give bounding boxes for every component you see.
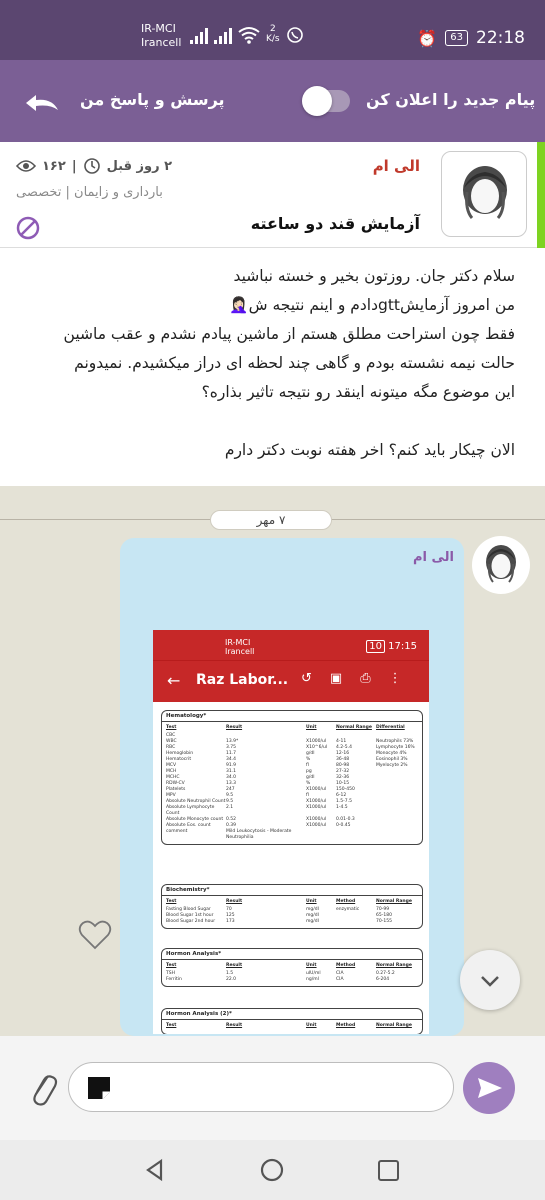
lab-cell (336, 919, 376, 925)
lab-row (166, 805, 418, 817)
date-pill: ۷ مهر (210, 510, 332, 530)
signal-icons (190, 24, 304, 44)
lab-cell: Myelocyte 2% (376, 763, 408, 768)
lab-header: Unit (306, 963, 317, 968)
lab-cell: X1000/ul (306, 799, 327, 804)
lab-cell: comment (166, 829, 188, 834)
lab-cell: 0.39 (226, 823, 237, 828)
image-battery: 10 (366, 640, 385, 653)
image-status-bar (153, 630, 429, 660)
image-save-icon: ▣ (329, 671, 343, 686)
question-category: بارداری و زایمان | تخصصی (16, 185, 163, 200)
lab-cell: 125 (226, 913, 235, 918)
lab-cell: X1000/ul (306, 805, 327, 810)
lab-cell: X1000/ul (306, 817, 327, 822)
lab-cell: 13.3 (226, 781, 237, 786)
nav-back-icon[interactable] (143, 1158, 167, 1182)
lab-cell (336, 829, 376, 841)
time-ago: ۲ روز قبل (106, 158, 173, 174)
lab-cell: X1000/ul (306, 787, 327, 792)
lab-cell: 27-32 (336, 769, 350, 774)
image-title: Raz Labor... (196, 672, 289, 688)
battery-icon: 63 (445, 30, 468, 46)
lab-rows (166, 733, 418, 841)
lab-cell: 34.0 (226, 775, 237, 780)
lab-cell: MCH (166, 769, 177, 774)
lab-cell: 150-450 (336, 787, 355, 792)
question-title: آزمایش قند دو ساعته (250, 214, 420, 233)
lab-header: Normal Range (336, 725, 372, 730)
image-status-right (366, 641, 417, 652)
lab-header-row (166, 899, 418, 904)
lab-cell: Lymphocyte 16% (376, 745, 415, 750)
network-speed (266, 24, 280, 44)
status-stripe (537, 142, 545, 248)
lab-cell: 13.9* (226, 739, 239, 744)
lab-cell: 4-11 (336, 739, 347, 744)
lab-cell: 11.7 (226, 751, 237, 756)
lab-header: Method (336, 963, 356, 968)
app-bar (0, 60, 545, 142)
lab-cell: MCHC (166, 775, 180, 780)
lab-header-row (166, 1023, 418, 1028)
lab-section-title: Hormon Analysis (2)* (162, 1009, 422, 1020)
lab-header-row (166, 725, 418, 730)
lab-cell: 173 (226, 919, 235, 924)
chevron-down-icon (460, 950, 520, 1010)
lab-section-hematology (161, 710, 423, 845)
image-more-icon: ⋮ (388, 671, 402, 686)
lab-header: Unit (306, 725, 317, 730)
message-input-bar (0, 1036, 545, 1140)
lab-header-row (166, 963, 418, 968)
image-carrier-top: IR-MCI (225, 638, 251, 647)
lab-cell: Absolute Neutrophil Count (166, 799, 226, 804)
lab-cell: 9.5 (226, 799, 234, 804)
lab-header: Test (166, 963, 177, 968)
page-title: پرسش و پاسخ من (80, 90, 225, 109)
lab-cell: 0-0.45 (336, 823, 351, 828)
lab-rows (166, 971, 418, 983)
lab-cell: 36-48 (336, 757, 350, 762)
question-meta (16, 157, 172, 175)
lab-cell: X10^6/ul (306, 745, 328, 750)
author-avatar[interactable] (441, 151, 527, 237)
lab-cell: 1.5-7.5 (336, 799, 352, 804)
lab-section-biochemistry (161, 884, 423, 929)
view-count: ۱۶۲ (42, 158, 66, 174)
lab-cell: mg/dl (306, 919, 319, 924)
lab-cell: CBC (166, 733, 176, 738)
lab-cell: fl (306, 763, 309, 768)
lab-cell: ng/ml (306, 977, 319, 982)
lab-header: Method (336, 899, 356, 904)
lab-cell: Fasting Blood Sugar (166, 907, 211, 912)
lab-cell: 9.5 (226, 793, 234, 798)
lab-cell: WBC (166, 739, 177, 744)
attached-image[interactable] (153, 630, 429, 1034)
nav-home-icon[interactable] (260, 1158, 284, 1182)
body-line: فقط چون استراحت مطلق هستم از ماشین پیادم نشدم و عقب ماشین (63, 325, 515, 343)
lab-cell: 6-12 (336, 793, 347, 798)
lab-header: Normal Range (376, 963, 412, 968)
lab-cell: pg (306, 769, 312, 774)
image-time: 17:15 (388, 641, 417, 652)
speed-value: 2 (269, 24, 276, 34)
lab-cell: 2.1 (226, 805, 234, 810)
lab-header: Normal Range (376, 1023, 412, 1028)
lab-cell: % (306, 781, 311, 786)
message-author: الی ام (413, 550, 454, 565)
image-app-bar (153, 660, 429, 702)
attach-icon[interactable] (28, 1068, 58, 1108)
status-bar (0, 0, 545, 60)
carrier-bottom: Irancell (141, 36, 182, 49)
lab-cell: g/dl (306, 775, 315, 780)
lab-cell: 10-15 (336, 781, 350, 786)
lab-section-hormone-2 (161, 1008, 423, 1034)
lab-cell: Blood Sugar 1st hour (166, 913, 214, 918)
lab-cell: Absolute Monocyte count (166, 817, 224, 822)
image-carrier-bottom: Irancell (225, 647, 255, 656)
lab-section-title: Biochemistry* (162, 885, 422, 896)
meta-separator: | (71, 158, 77, 174)
speed-unit: K/s (266, 34, 280, 44)
image-toolbar (301, 671, 402, 686)
clock-icon (83, 157, 101, 175)
lab-cell: uIU/ml (306, 971, 321, 976)
lab-cell: MCV (166, 763, 177, 768)
lab-cell: 12-16 (336, 751, 350, 756)
lab-header: Test (166, 725, 177, 730)
back-arrow-icon[interactable] (24, 92, 60, 114)
lab-cell: Ferritin (166, 977, 182, 982)
lab-cell: 3.75 (226, 745, 237, 750)
body-spacer (20, 407, 515, 436)
lab-cell: mg/dl (306, 913, 319, 918)
signal-icon (190, 26, 208, 44)
lab-header: Result (226, 899, 243, 904)
lab-header: Test (166, 899, 177, 904)
lab-cell: 1.5 (226, 971, 234, 976)
lab-cell: g/dl (306, 751, 315, 756)
message-input[interactable] (68, 1062, 454, 1112)
lab-cell: Monocyte 4% (376, 751, 407, 756)
heart-icon[interactable] (78, 920, 112, 950)
clock: 22:18 (476, 28, 525, 48)
message-bubble[interactable] (120, 538, 464, 1036)
nav-recents-icon[interactable] (378, 1160, 399, 1181)
body-line: حالت نیمه نشسته بودم و گاهی چند لحظه ای دراز میکشیدم. نمیدونم (74, 354, 515, 372)
lab-cell (306, 829, 336, 841)
lab-cell: 1-4.5 (336, 805, 348, 810)
lab-cell: Neutrophils 73% (376, 739, 414, 744)
lab-cell: CIA (336, 971, 344, 976)
lab-cell: 91.9 (226, 763, 237, 768)
lab-cell: TSH (166, 971, 175, 976)
lab-cell: 4.2-5.4 (336, 745, 352, 750)
lab-cell: RBC (166, 745, 176, 750)
lab-cell (376, 829, 416, 841)
lab-cell: 70 (226, 907, 232, 912)
lab-section-hormone (161, 948, 423, 987)
lab-header: Unit (306, 1023, 317, 1028)
lab-cell: 31.1 (226, 769, 237, 774)
whatsapp-icon (286, 26, 304, 44)
lab-cell: 0.27-5.2 (376, 971, 395, 976)
body-line: من امروز آزمایشgttدادم و اینم نتیجه ش🤦🏻‍♀️ (229, 296, 515, 314)
notify-label: پیام جدید را اعلان کن (366, 90, 536, 109)
lab-cell: 70-99 (376, 907, 390, 912)
system-nav-bar (0, 1140, 545, 1200)
woman-avatar-icon (442, 152, 527, 237)
lab-cell: 32-36 (336, 775, 350, 780)
status-right (417, 28, 525, 48)
lab-section-title: Hormon Analysis* (162, 949, 422, 960)
lab-cell: 70-155 (376, 919, 392, 924)
notify-toggle[interactable] (302, 90, 350, 112)
toggle-knob (302, 86, 332, 116)
scroll-down-button[interactable] (460, 950, 520, 1010)
lab-header: Result (226, 1023, 243, 1028)
report-ban-icon[interactable] (16, 216, 40, 240)
lab-header: Result (226, 725, 243, 730)
image-back-icon: ← (167, 671, 181, 690)
lab-cell: 247 (226, 787, 235, 792)
carrier-label (141, 22, 181, 50)
lab-header: Result (226, 963, 243, 968)
lab-cell: Absolute Lymphocyte Count (166, 805, 215, 816)
lab-cell: Absolute Eos. count (166, 823, 211, 828)
lab-row (166, 829, 418, 841)
image-undo-icon: ↺ (301, 671, 312, 686)
lab-header: Test (166, 1023, 177, 1028)
lab-cell: MPV (166, 793, 176, 798)
lab-cell: Platelets (166, 787, 186, 792)
lab-row (166, 977, 418, 983)
lab-cell: 80-98 (336, 763, 350, 768)
lab-cell: X1000/ul (306, 739, 327, 744)
lab-cell: Hemoglobin (166, 751, 194, 756)
lab-cell: mg/dl (306, 907, 319, 912)
image-carrier (225, 638, 254, 656)
lab-cell: Mild Leukocytosis - Moderate Neutrophilia (226, 829, 292, 840)
lab-cell: 34.4 (226, 757, 237, 762)
author-name[interactable]: الی ام (372, 157, 420, 175)
lab-cell: RDW-CV (166, 781, 185, 786)
send-icon (463, 1062, 515, 1114)
lab-cell: Hematocrit (166, 757, 192, 762)
lab-header: Method (336, 1023, 356, 1028)
lab-cell: Blood Sugar 2nd hour (166, 919, 216, 924)
lab-cell: % (306, 757, 311, 762)
sticker-icon[interactable] (85, 1074, 113, 1102)
lab-row (166, 919, 418, 925)
message-author-avatar[interactable] (472, 536, 530, 594)
send-button[interactable] (463, 1062, 515, 1114)
body-line: الان چیکار باید کنم؟ اخر هفته نوبت دکتر دارم (224, 441, 515, 459)
body-line: سلام دکتر جان. روزتون بخیر و خسته نباشید (233, 267, 515, 285)
wifi-icon (238, 26, 260, 44)
lab-cell (376, 805, 416, 817)
lab-cell: X1000/ul (306, 823, 327, 828)
lab-cell: 0.01-0.3 (336, 817, 355, 822)
image-print-icon: ⎙ (360, 671, 371, 686)
body-line: این موضوع مگه میتونه اینقد رو نتیجه تاثیر بذاره؟ (201, 383, 515, 401)
lab-header: Normal Range (376, 899, 412, 904)
lab-cell: 6-204 (376, 977, 390, 982)
lab-header: Differential (376, 725, 405, 730)
lab-cell: Eosinophil 3% (376, 757, 408, 762)
lab-rows (166, 907, 418, 925)
lab-cell: fl (306, 793, 309, 798)
alarm-icon: ⏰ (417, 28, 438, 48)
question-body (20, 262, 515, 465)
lab-cell: 65-180 (376, 913, 392, 918)
lab-cell: 22.0 (226, 977, 237, 982)
eye-icon (16, 159, 36, 173)
lab-cell: enzymatic (336, 907, 360, 912)
woman-avatar-icon (472, 536, 530, 594)
carrier-top: IR-MCI (141, 22, 176, 35)
chat-area[interactable] (0, 486, 545, 1036)
lab-header: Unit (306, 899, 317, 904)
signal-icon-2 (214, 26, 232, 44)
lab-cell: CIA (336, 977, 344, 982)
lab-section-title: Hematology* (162, 711, 422, 722)
lab-cell: 0.52 (226, 817, 237, 822)
